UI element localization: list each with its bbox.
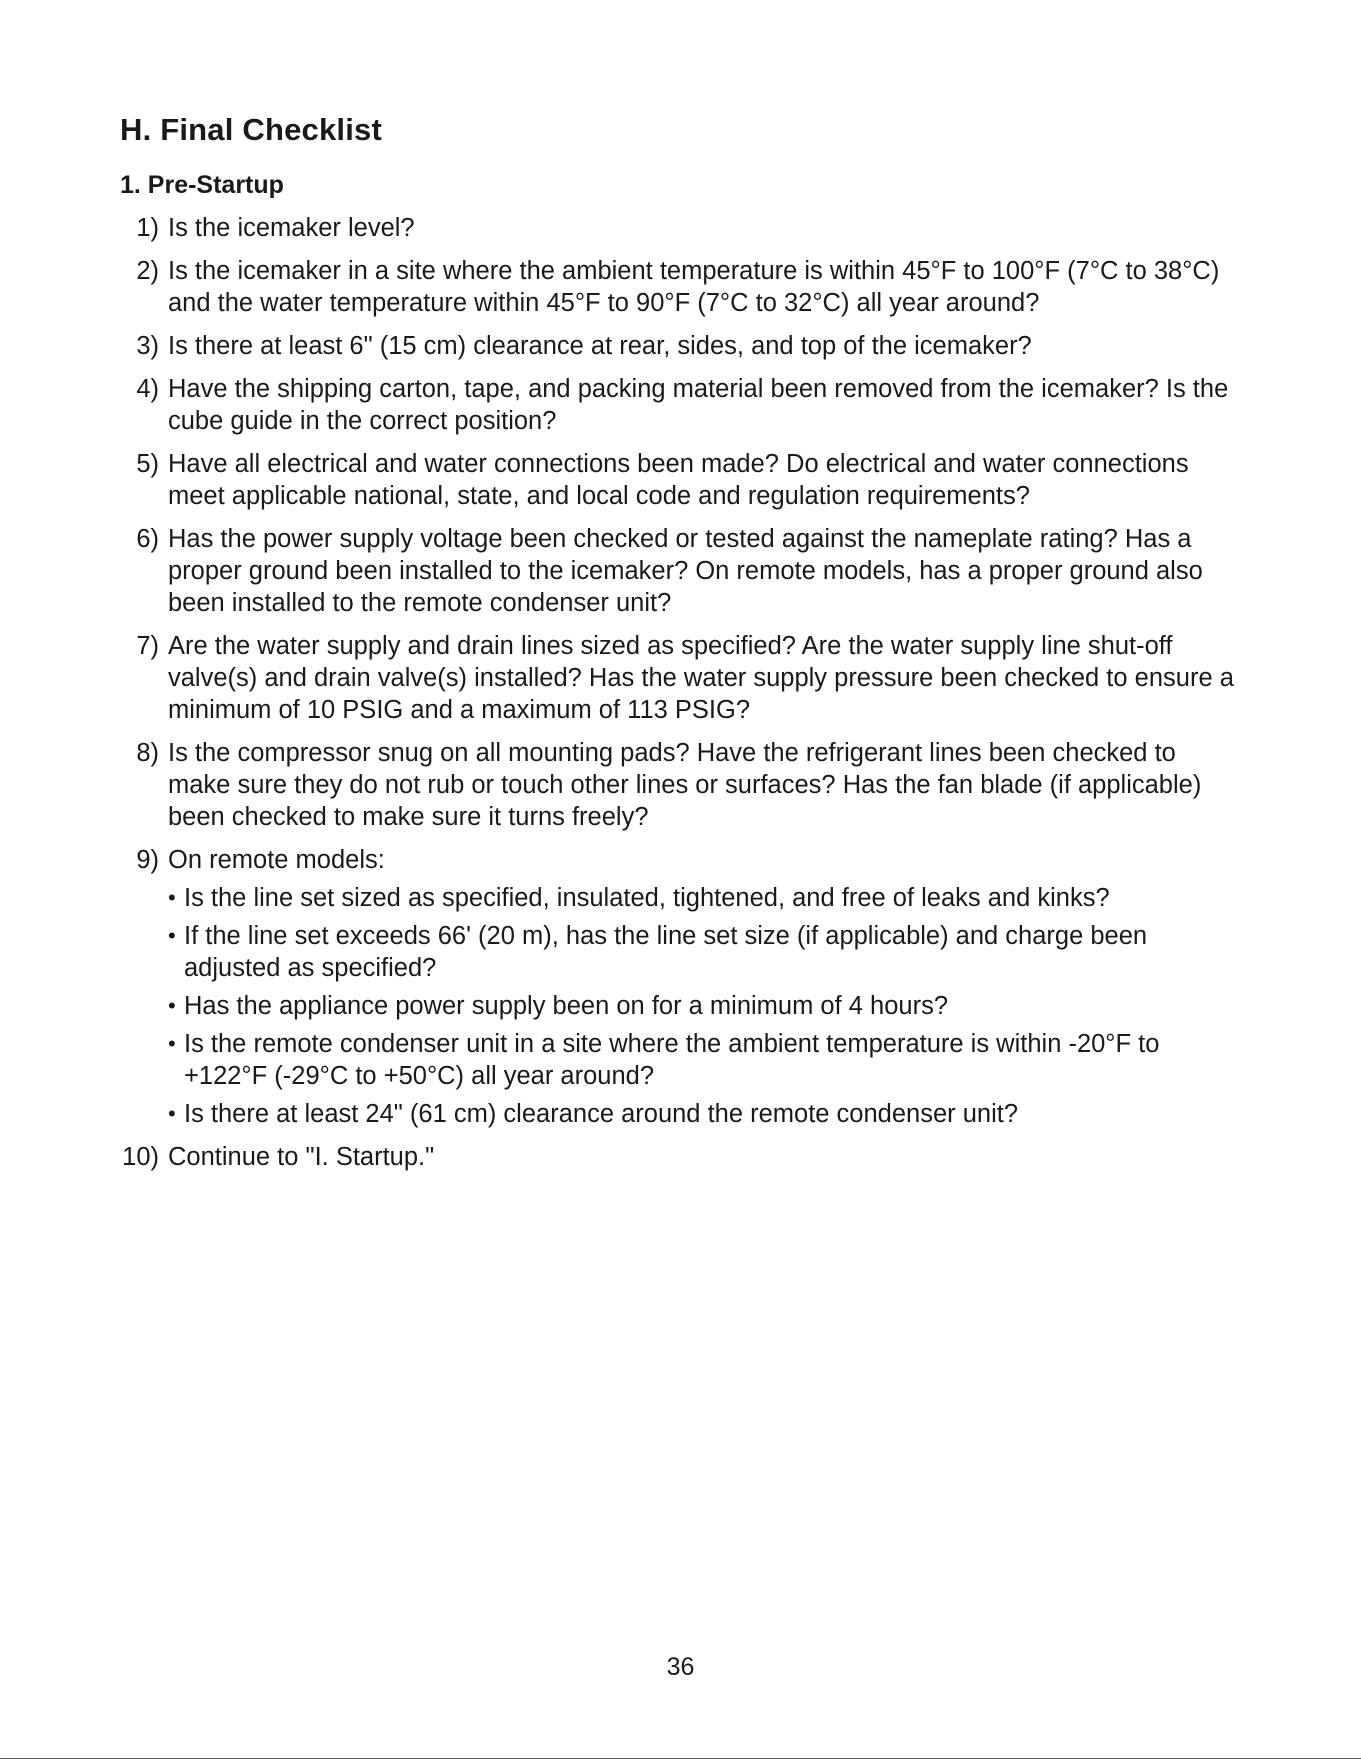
bullet-text: Has the appliance power supply been on for a minimum of 4 hours? (184, 992, 949, 1020)
item-text: Have all electrical and water connections been made? Do electrical and water connections meet applicable national, state, and local code and regulation requirements? (168, 450, 1189, 510)
page-bottom-rule (0, 1758, 1361, 1759)
item-text: Is the icemaker in a site where the ambient temperature is within 45°F to 100°F (7°C to 38°C) and the water temperature within 45°F to 90°F (7°C to 32°C) all year around? (168, 257, 1220, 317)
item-number: 7) (136, 632, 159, 660)
item-number: 10) (122, 1143, 159, 1171)
item-text: Continue to "I. Startup." (168, 1143, 435, 1171)
section-title: H. Final Checklist (120, 112, 382, 147)
checklist-item-2 (120, 255, 1235, 319)
checklist-item-9 (120, 844, 1235, 1130)
bullet-item (168, 1028, 1235, 1092)
bullet-item (168, 882, 1235, 914)
checklist-item-5 (120, 448, 1235, 512)
bullet-item (168, 1098, 1235, 1130)
pre-startup-checklist (120, 212, 1235, 1184)
bullet-icon: • (168, 885, 176, 910)
item-number: 6) (136, 525, 159, 553)
checklist-item-10 (120, 1141, 1235, 1173)
checklist-item-7 (120, 630, 1235, 726)
bullet-text: If the line set exceeds 66' (20 m), has the line set size (if applicable) and charge been adjusted as specified? (184, 922, 1148, 982)
item-number: 4) (136, 375, 159, 403)
item-text: Has the power supply voltage been checked or tested against the nameplate rating? Has a proper ground been installed to the icemaker? On remote models, has a proper ground also been installed to the remote condenser unit? (168, 525, 1203, 617)
bullet-text: Is the remote condenser unit in a site where the ambient temperature is within -20°F to +122°F (-29°C to +50°C) all year around? (184, 1030, 1160, 1090)
checklist-item-6 (120, 523, 1235, 619)
bullet-item (168, 920, 1235, 984)
item-number: 5) (136, 450, 159, 478)
page-number: 36 (666, 1653, 695, 1681)
bullet-icon: • (168, 1101, 176, 1126)
item-number: 2) (136, 257, 159, 285)
bullet-item (168, 990, 1235, 1022)
item-text: Is the compressor snug on all mounting pads? Have the refrigerant lines been checked to make sure they do not rub or touch other lines or surfaces? Has the fan blade (if applicable) been checked to make sure it turns freely? (168, 739, 1202, 831)
item-text: On remote models: (168, 846, 385, 874)
item-number: 9) (136, 846, 159, 874)
item-number: 3) (136, 332, 159, 360)
item-text: Have the shipping carton, tape, and packing material been removed from the icemaker? Is the cube guide in the correct position? (168, 375, 1229, 435)
bullet-icon: • (168, 1031, 176, 1056)
checklist-item-8 (120, 737, 1235, 833)
item-number: 1) (136, 214, 159, 242)
item-number: 8) (136, 739, 159, 767)
checklist-item-1 (120, 212, 1235, 244)
checklist-item-4 (120, 373, 1235, 437)
subsection-title: 1. Pre-Startup (120, 171, 284, 199)
bullet-icon: • (168, 923, 176, 948)
item-text: Are the water supply and drain lines sized as specified? Are the water supply line shut-off valve(s) and drain valve(s) installed? Has the water supply pressure been checked to ensure a minimum of 10 PSIG and a maximum of 113 PSIG? (168, 632, 1234, 724)
remote-models-bullet-list (168, 882, 1235, 1130)
checklist-item-3 (120, 330, 1235, 362)
item-text: Is the icemaker level? (168, 214, 415, 242)
bullet-text: Is the line set sized as specified, insulated, tightened, and free of leaks and kinks? (184, 884, 1110, 912)
bullet-text: Is there at least 24" (61 cm) clearance around the remote condenser unit? (184, 1100, 1019, 1128)
item-text: Is there at least 6" (15 cm) clearance at rear, sides, and top of the icemaker? (168, 332, 1032, 360)
bullet-icon: • (168, 993, 176, 1018)
